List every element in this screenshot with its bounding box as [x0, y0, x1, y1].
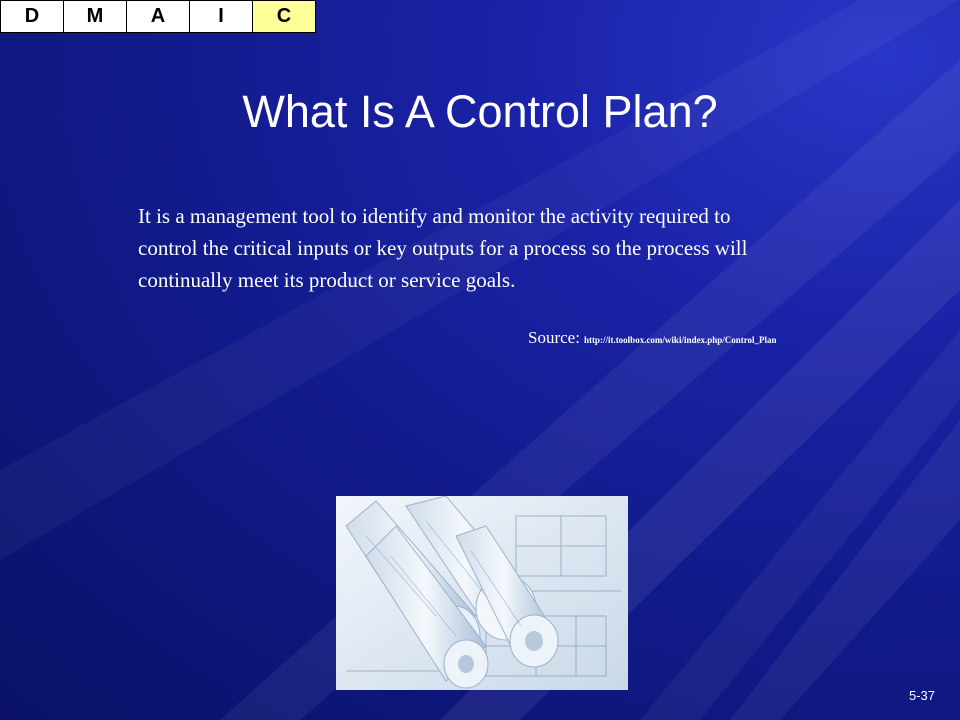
phase-control-active: C	[252, 0, 316, 33]
phase-analyze: A	[126, 0, 190, 33]
source-label: Source:	[528, 328, 580, 347]
slide-number: 5-37	[908, 688, 935, 703]
source-url: http://it.toolbox.com/wiki/index.php/Control_Plan	[583, 335, 777, 345]
blueprint-rolls-image	[336, 496, 628, 690]
dmaic-phase-bar	[0, 0, 315, 33]
slide-title: What Is A Control Plan?	[242, 86, 718, 137]
definition-text: It is a management tool to identify and monitor the activity required to control the critical inputs or key outputs for a process so the process will continually meet its product or service goals.	[138, 204, 748, 292]
phase-improve: I	[189, 0, 253, 33]
phase-measure: M	[63, 0, 127, 33]
source-citation	[528, 328, 777, 348]
phase-define: D	[0, 0, 64, 33]
